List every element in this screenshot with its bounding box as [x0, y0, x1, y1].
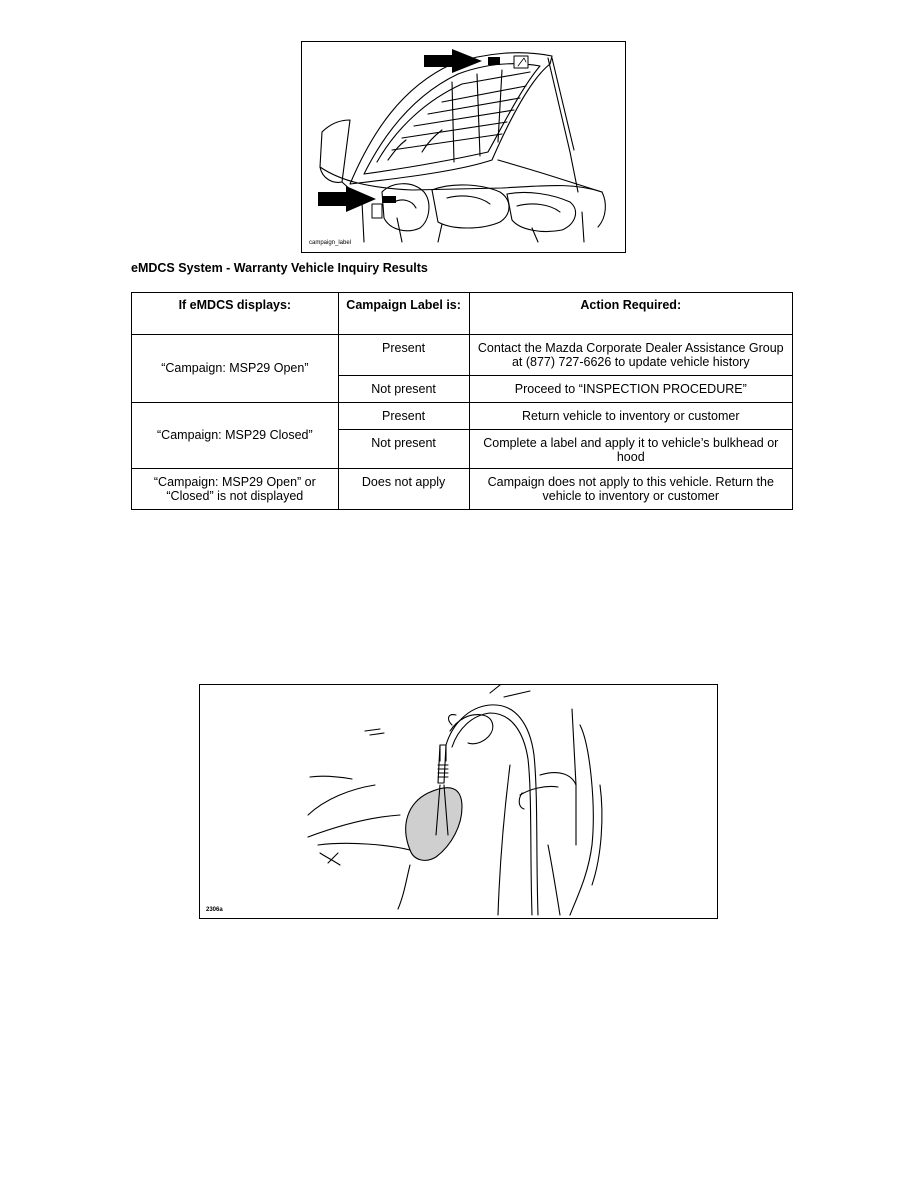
table-row	[132, 403, 793, 430]
hose-illustration	[200, 685, 718, 919]
label-cell: Not present	[338, 376, 469, 403]
action-cell: Contact the Mazda Corporate Dealer Assistance Group at (877) 727-6626 to update vehicle history	[469, 335, 792, 376]
table-row	[132, 469, 793, 510]
column-header: Action Required:	[469, 293, 792, 335]
column-header: Campaign Label is:	[338, 293, 469, 335]
action-cell: Return vehicle to inventory or customer	[469, 403, 792, 430]
display-cell: “Campaign: MSP29 Open” or “Closed” is not displayed	[132, 469, 339, 510]
action-cell: Complete a label and apply it to vehicle’s bulkhead or hood	[469, 430, 792, 469]
display-cell: “Campaign: MSP29 Closed”	[132, 403, 339, 469]
table-header-row	[132, 293, 793, 335]
campaign-label-figure	[301, 41, 626, 253]
section-title: eMDCS System - Warranty Vehicle Inquiry Results	[131, 261, 428, 275]
label-cell: Not present	[338, 430, 469, 469]
hood-illustration	[302, 42, 626, 253]
label-cell: Does not apply	[338, 469, 469, 510]
column-header: If eMDCS displays:	[132, 293, 339, 335]
hose-bag-figure	[199, 684, 718, 919]
table-row	[132, 335, 793, 376]
figure-caption: 2306a	[206, 907, 223, 913]
figure-caption: campaign_label	[309, 240, 352, 246]
inquiry-results-table	[131, 292, 793, 510]
action-cell: Proceed to “INSPECTION PROCEDURE”	[469, 376, 792, 403]
label-cell: Present	[338, 335, 469, 376]
action-cell: Campaign does not apply to this vehicle. Return the vehicle to inventory or customer	[469, 469, 792, 510]
label-cell: Present	[338, 403, 469, 430]
display-cell: “Campaign: MSP29 Open”	[132, 335, 339, 403]
